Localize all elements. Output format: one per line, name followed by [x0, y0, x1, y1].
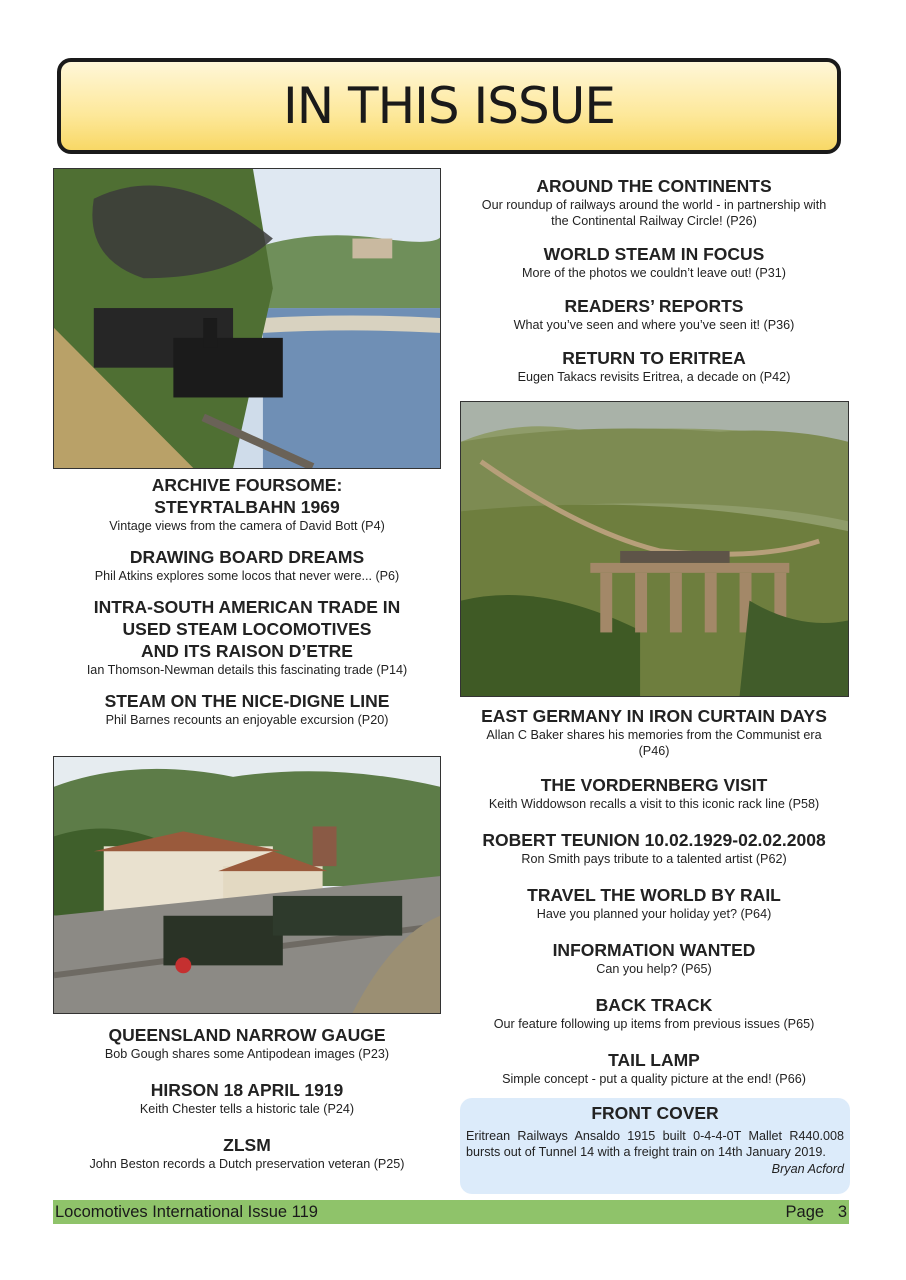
contents-entry[interactable] — [53, 1024, 441, 1062]
entry-description: Can you help? (P65) — [596, 962, 712, 976]
page-title: IN THIS ISSUE — [283, 77, 615, 135]
entry-title: HIRSON 18 APRIL 1919 — [150, 1080, 344, 1100]
entry-description: Simple concept - put a quality picture at the end! (P66) — [502, 1072, 806, 1086]
contents-entry[interactable] — [459, 347, 849, 385]
left-contents-lower — [53, 1024, 441, 1172]
entry-title: STEAM ON THE NICE-DIGNE LINE — [104, 691, 390, 711]
left-contents-upper — [53, 474, 441, 728]
page-footer — [53, 1200, 849, 1224]
contents-entry[interactable] — [53, 546, 441, 584]
contents-entry[interactable] — [459, 705, 849, 759]
entry-description: Keith Chester tells a historic tale (P24) — [139, 1102, 355, 1116]
entry-title: WORLD STEAM IN FOCUS — [543, 244, 765, 264]
entry-description: What you’ve seen and where you’ve seen it! (P36) — [513, 318, 795, 332]
contents-entry[interactable] — [459, 829, 849, 867]
contents-entry[interactable] — [53, 474, 441, 534]
page-number: Page 3 — [785, 1202, 847, 1221]
entry-description: Ron Smith pays tribute to a talented artist (P62) — [521, 852, 787, 866]
contents-entry[interactable] — [459, 243, 849, 281]
entry-title: ARCHIVE FOURSOME: STEYRTALBAHN 1969 — [151, 475, 343, 517]
entry-title: TRAVEL THE WORLD BY RAIL — [527, 885, 781, 905]
title-banner — [57, 58, 841, 154]
contents-entry[interactable] — [459, 939, 849, 977]
contents-entry[interactable] — [53, 1134, 441, 1172]
contents-entry[interactable] — [459, 884, 849, 922]
nice-digne-station-photo — [53, 756, 441, 1014]
entry-title: ZLSM — [223, 1135, 271, 1155]
right-contents-lower — [459, 705, 849, 1087]
entry-description: Vintage views from the camera of David Bott (P4) — [109, 519, 385, 533]
steyrtalbahn-photo — [53, 168, 441, 469]
entry-title: ROBERT TEUNION 10.02.1929-02.02.2008 — [482, 830, 826, 850]
entry-description: Our roundup of railways around the world - in partnership with the Continental Railway Circle! (P26) — [481, 198, 827, 228]
contents-entry[interactable] — [53, 690, 441, 728]
front-cover-box — [460, 1098, 850, 1194]
entry-title: READERS’ REPORTS — [564, 296, 744, 316]
entry-description: Have you planned your holiday yet? (P64) — [536, 907, 772, 921]
front-cover-caption: Eritrean Railways Ansaldo 1915 built 0-4-4-0T Mallet R440.008 bursts out of Tunnel 14 with a freight train on 14th January 2019. — [466, 1129, 844, 1159]
contents-entry[interactable] — [53, 1079, 441, 1117]
entry-description: Allan C Baker shares his memories from the Communist era (P46) — [486, 728, 822, 758]
publication-name: Locomotives International Issue 119 — [55, 1202, 318, 1221]
entry-description: Keith Widdowson recalls a visit to this iconic rack line (P58) — [488, 797, 820, 811]
entry-title: BACK TRACK — [595, 995, 713, 1015]
entry-title: INFORMATION WANTED — [552, 940, 756, 960]
contents-entry[interactable] — [459, 1049, 849, 1087]
entry-description: Eugen Takacs revisits Eritrea, a decade on (P42) — [517, 370, 791, 384]
contents-entry[interactable] — [459, 774, 849, 812]
eritrea-viaduct-photo — [460, 401, 849, 697]
entry-description: Bob Gough shares some Antipodean images (P23) — [104, 1047, 390, 1061]
right-contents-upper — [459, 175, 849, 385]
contents-entry[interactable] — [459, 994, 849, 1032]
photo-credit: Bryan Acford — [771, 1162, 844, 1176]
entry-description: John Beston records a Dutch preservation veteran (P25) — [89, 1157, 405, 1171]
entry-title: DRAWING BOARD DREAMS — [129, 547, 365, 567]
contents-entry[interactable] — [459, 295, 849, 333]
entry-title: TAIL LAMP — [608, 1050, 700, 1070]
entry-description: Phil Barnes recounts an enjoyable excursion (P20) — [105, 713, 389, 727]
entry-title: QUEENSLAND NARROW GAUGE — [108, 1025, 386, 1045]
entry-description: Ian Thomson-Newman details this fascinating trade (P14) — [86, 663, 408, 677]
entry-title: AROUND THE CONTINENTS — [536, 176, 772, 196]
entry-description: Phil Atkins explores some locos that never were... (P6) — [94, 569, 400, 583]
entry-title: RETURN TO ERITREA — [562, 348, 746, 368]
entry-title: INTRA-SOUTH AMERICAN TRADE IN USED STEAM LOCOMOTIVES AND ITS RAISON D’ETRE — [93, 597, 401, 661]
front-cover-heading: FRONT COVER — [591, 1103, 719, 1123]
entry-title: EAST GERMANY IN IRON CURTAIN DAYS — [481, 706, 827, 726]
entry-description: More of the photos we couldn’t leave out! (P31) — [522, 266, 786, 280]
contents-entry[interactable] — [53, 596, 441, 678]
entry-description: Our feature following up items from previous issues (P65) — [493, 1017, 815, 1031]
contents-entry[interactable] — [459, 175, 849, 229]
entry-title: THE VORDERNBERG VISIT — [540, 775, 768, 795]
